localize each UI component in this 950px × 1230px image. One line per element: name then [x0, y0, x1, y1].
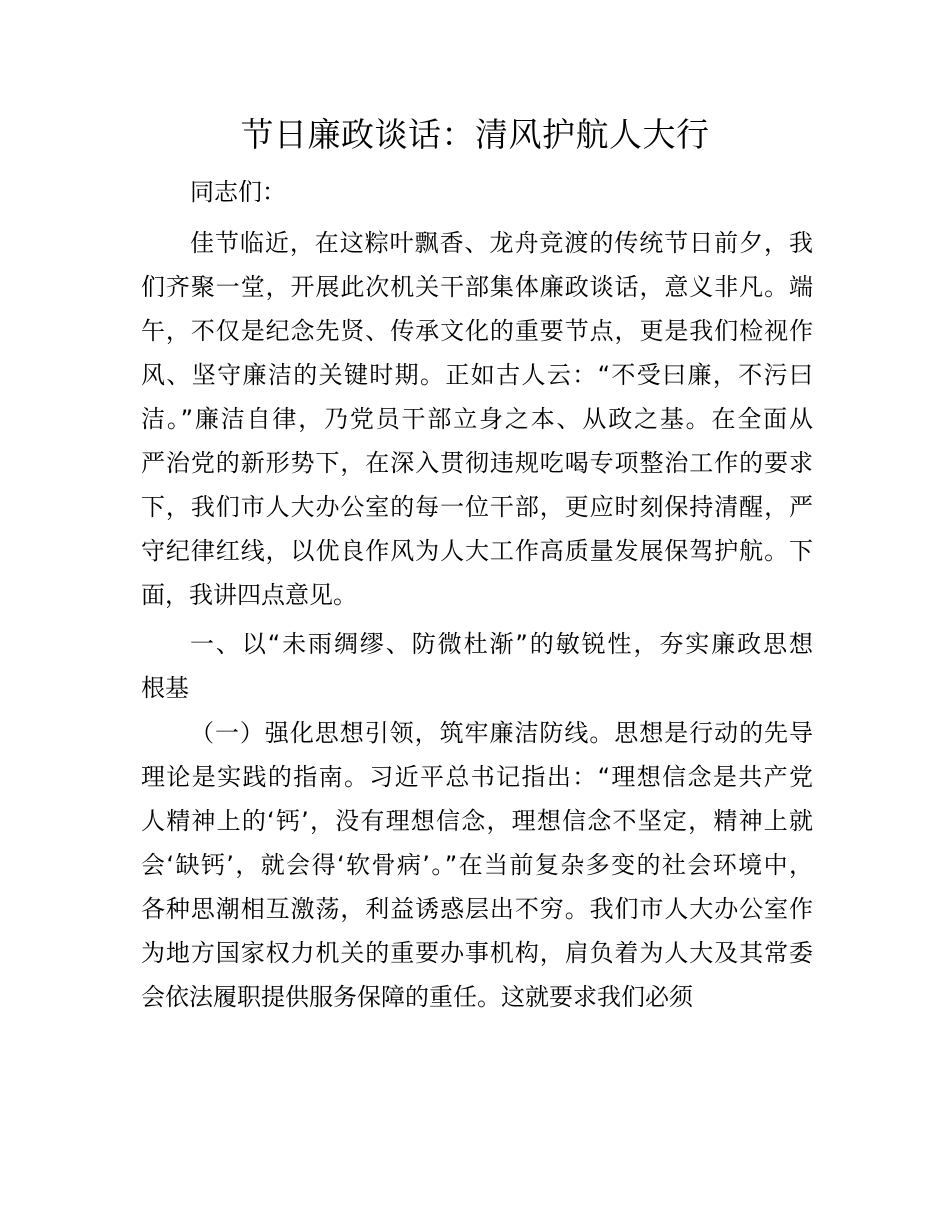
- paragraph-line: 下，我们市人大办公室的每一位干部，更应时刻保持清醒，严: [141, 493, 813, 521]
- subsection-paragraph-1-1: [141, 711, 813, 1019]
- paragraph-line: 理论是实践的指南。习近平总书记指出：“理想信念是共产党: [141, 763, 813, 791]
- paragraph-line: 洁。”廉洁自律，乃党员干部立身之本、从政之基。在全面从: [141, 405, 813, 433]
- paragraph-line: 午，不仅是纪念先贤、传承文化的重要节点，更是我们检视作: [141, 317, 813, 345]
- paragraph-line: 们齐聚一堂，开展此次机关干部集体廉政谈话，意义非凡。端: [141, 273, 813, 301]
- document-title: 节日廉政谈话：清风护航人大行: [240, 115, 710, 154]
- salutation: 同志们：: [190, 178, 286, 206]
- paragraph-line: 各种思潮相互激荡，利益诱惑层出不穷。我们市人大办公室作: [141, 895, 813, 923]
- paragraph-line: 风、坚守廉洁的关键时期。正如古人云：“不受曰廉，不污曰: [141, 361, 813, 389]
- heading-line: 根基: [141, 674, 189, 702]
- paragraph-line: 会依法履职提供服务保障的重任。这就要求我们必须: [141, 983, 693, 1011]
- paragraph-line: 面，我讲四点意见。: [141, 581, 357, 609]
- paragraph-line: 会‘缺钙’，就会得‘软骨病’。”在当前复杂多变的社会环境中，: [141, 851, 813, 879]
- paragraph-line: （一）强化思想引领，筑牢廉洁防线。思想是行动的先导: [190, 719, 813, 747]
- paragraph-line: 人精神上的‘钙’，没有理想信念，理想信念不坚定，精神上就: [141, 807, 813, 835]
- paragraph-line: 守纪律红线，以优良作风为人大工作高质量发展保驾护航。下: [141, 537, 813, 565]
- section-heading-1: [141, 622, 813, 710]
- heading-line: 一、以“未雨绸缪、防微杜渐”的敏锐性，夯实廉政思想: [190, 630, 813, 658]
- paragraph-line: 佳节临近，在这粽叶飘香、龙舟竞渡的传统节日前夕，我: [190, 229, 813, 257]
- intro-paragraph: [141, 221, 813, 617]
- paragraph-line: 严治党的新形势下，在深入贯彻违规吃喝专项整治工作的要求: [141, 449, 813, 477]
- paragraph-line: 为地方国家权力机关的重要办事机构，肩负着为人大及其常委: [141, 939, 813, 967]
